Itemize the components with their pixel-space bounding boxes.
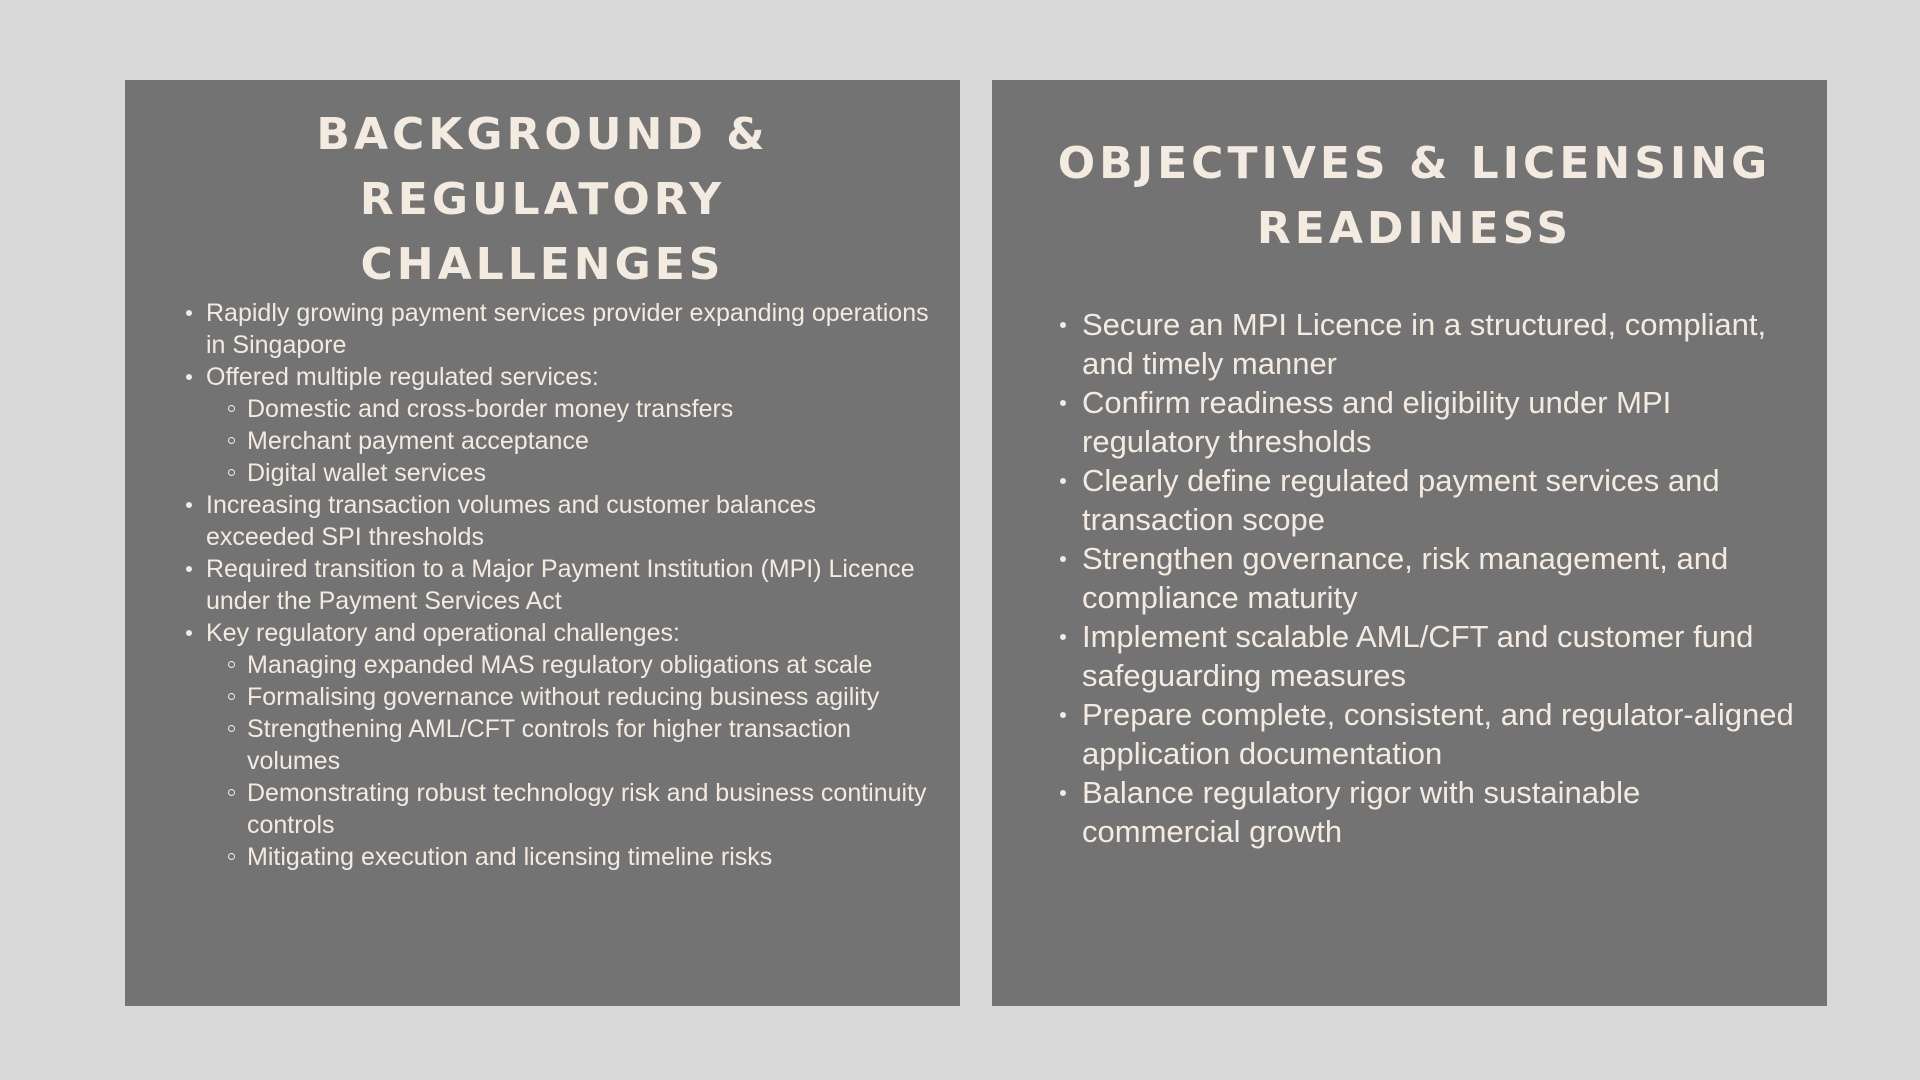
list-item xyxy=(206,617,930,873)
title-line: OBJECTIVES & LICENSING xyxy=(1057,138,1772,189)
list-item: Balance regulatory rigor with sustainable commercial growth xyxy=(1082,773,1807,851)
sub-list-item: Demonstrating robust technology risk and business continuity controls xyxy=(247,777,930,841)
sub-list-item: Digital wallet services xyxy=(247,457,930,489)
list-item xyxy=(206,361,930,489)
list-item: Confirm readiness and eligibility under MPI regulatory thresholds xyxy=(1082,383,1807,461)
background-title xyxy=(125,80,960,297)
list-item: Prepare complete, consistent, and regulator-aligned application documentation xyxy=(1082,695,1807,773)
list-item xyxy=(206,553,930,617)
title-line: BACKGROUND & xyxy=(316,109,769,160)
list-item xyxy=(206,489,930,553)
list-item: Strengthen governance, risk management, and compliance maturity xyxy=(1082,539,1807,617)
list-item-text: Key regulatory and operational challenges: xyxy=(206,619,680,647)
list-item-text: Rapidly growing payment services provider expanding operations in Singapore xyxy=(206,299,929,359)
list-item-text: Increasing transaction volumes and customer balances exceeded SPI thresholds xyxy=(206,491,817,551)
list-item-text: Required transition to a Major Payment Institution (MPI) Licence under the Payment Services Act xyxy=(206,555,915,615)
sub-list-item: Merchant payment acceptance xyxy=(247,425,930,457)
sub-list xyxy=(206,649,930,873)
challenges-list xyxy=(125,297,960,873)
sub-list-item: Managing expanded MAS regulatory obligations at scale xyxy=(247,649,930,681)
sub-list-item: Formalising governance without reducing business agility xyxy=(247,681,930,713)
title-line: REGULATORY xyxy=(359,174,726,225)
objectives-panel xyxy=(992,80,1827,1006)
objectives-title xyxy=(992,80,1827,261)
objectives-list xyxy=(992,305,1827,851)
list-item: Secure an MPI Licence in a structured, compliant, and timely manner xyxy=(1082,305,1807,383)
sub-list xyxy=(206,393,930,489)
list-item: Clearly define regulated payment services and transaction scope xyxy=(1082,461,1807,539)
list-item-text: Offered multiple regulated services: xyxy=(206,363,599,391)
sub-list-item: Mitigating execution and licensing timeline risks xyxy=(247,841,930,873)
list-item: Implement scalable AML/CFT and customer fund safeguarding measures xyxy=(1082,617,1807,695)
sub-list-item: Domestic and cross-border money transfers xyxy=(247,393,930,425)
background-panel xyxy=(125,80,960,1006)
title-line: CHALLENGES xyxy=(360,239,725,290)
title-line: READINESS xyxy=(1256,203,1573,254)
sub-list-item: Strengthening AML/CFT controls for higher transaction volumes xyxy=(247,713,930,777)
list-item xyxy=(206,297,930,361)
